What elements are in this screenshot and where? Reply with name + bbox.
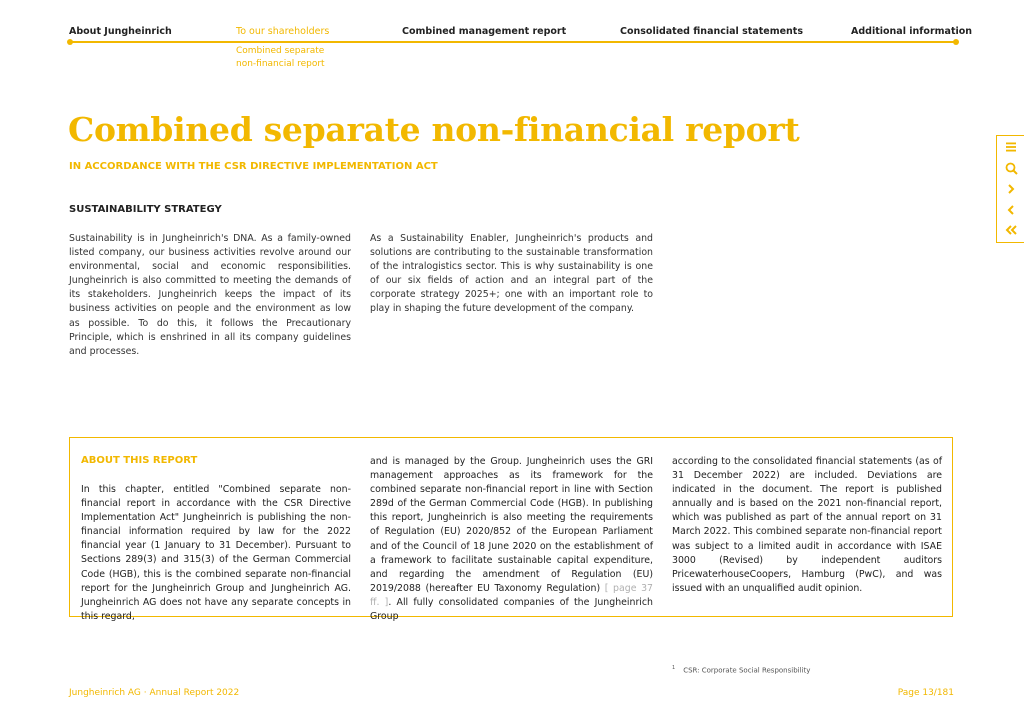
page-reference-link[interactable]: [ page 37 ff. ] [370,582,654,608]
footnote-text: CSR: Corporate Social Responsibility [683,666,811,675]
menu-icon[interactable] [997,141,1024,156]
nav-underline [69,41,957,43]
previous-icon[interactable] [997,204,1024,219]
nav-management-report[interactable]: Combined management report [402,26,567,37]
subnav-line-2: non-financial report [236,59,325,69]
report-column-3: according to the consolidated financial statements (as of 31 December 2022) are included. Deviations are indicated in the document. The report is published annually and is based on the 2021 non-financial report, which was published as part of the annual report on 31 March 2022. This combined separate non-financial report was subject to a limited audit in accordance with ISAE 3000 (Revised) by independent auditors PricewaterhouseCoopers, Hamburg (PwC), and was issued with an unqualified audit opinion. [672,456,942,594]
page-number: Page 13/181 [897,688,954,698]
next-icon[interactable] [997,183,1024,198]
report-column-2 [370,455,653,624]
nav-dot-left [67,39,73,45]
strategy-column-2: As a Sustainability Enabler, Jungheinrich's products and solutions are contributing to the sustainable transformation of the intralogistics sector. This is why sustainability is one of our six fields of action and an integral part of the corporate strategy 2025+; one with an important role to play in shaping the future development of the company. [370,233,653,315]
strategy-column-1: Sustainability is in Jungheinrich's DNA. As a family-owned listed company, our business activities revolve around our environmental, social and economic responsibilities. Jungheinrich is also committed to meeting the demands of its stakeholders. Jungheinrich keeps the impact of its business activities on people and the environment as low as possible. To do this, it follows the Precautionary Principle, which is enshrined in all its company guidelines and processes. [69,233,351,357]
subnav-line-1: Combined separate [236,46,325,56]
section-heading: SUSTAINABILITY STRATEGY [69,204,222,215]
report-column-2-text-b: . All fully consolidated companies of the Jungheinrich Group [370,596,654,623]
report-column-1: In this chapter, entitled "Combined separate non-financial report in accordance with the CSR Directive Implementation Act" Jungheinrich is publishing the non-financial information required by law for the 2022 financial year (1 January to 31 December). Pursuant to Sections 289(3) and 315(3) of the German Commercial Code (HGB), this is the combined separate non-financial report for the Jungheinrich Group and Jungheinrich AG. Jungheinrich AG does not have any separate concepts in this regard, [81,484,351,622]
nav-dot-right [953,39,959,45]
nav-about[interactable]: About Jungheinrich [69,26,172,37]
back-icon[interactable] [997,224,1024,239]
report-column-2-text-a: and is managed by the Group. Jungheinrich uses the GRI management approaches as its framework for the combined separate non-financial report in line with Section 289d of the German Commercial Code (HGB). In publishing this report, Jungheinrich is also meeting the requirements of Regulation (EU) 2020/852 of the European Parliament and of the Council of 18 June 2020 on the establishment of a framework to facilitate sustainable capital expenditure, and regarding the amendment of Regulation (EU) 2019/2088 (hereafter EU Taxonomy Regulation) [370,456,653,594]
report-box-heading: ABOUT THIS REPORT [81,455,198,466]
search-icon[interactable] [997,162,1024,178]
nav-subitem-nonfinancial-report[interactable] [236,45,356,71]
nav-shareholders[interactable]: To our shareholders [236,26,330,37]
nav-additional-info[interactable]: Additional information [851,26,973,37]
footnote-marker: 1 [672,665,676,671]
footer-left: Jungheinrich AG · Annual Report 2022 [69,688,240,698]
side-navigation [996,135,1024,243]
page-title: Combined separate non-financial report [68,110,800,149]
page-subtitle: IN ACCORDANCE WITH THE CSR DIRECTIVE IMPLEMENTATION ACT [69,161,438,172]
footnote [672,665,810,674]
nav-financial-statements[interactable]: Consolidated financial statements [620,26,803,37]
